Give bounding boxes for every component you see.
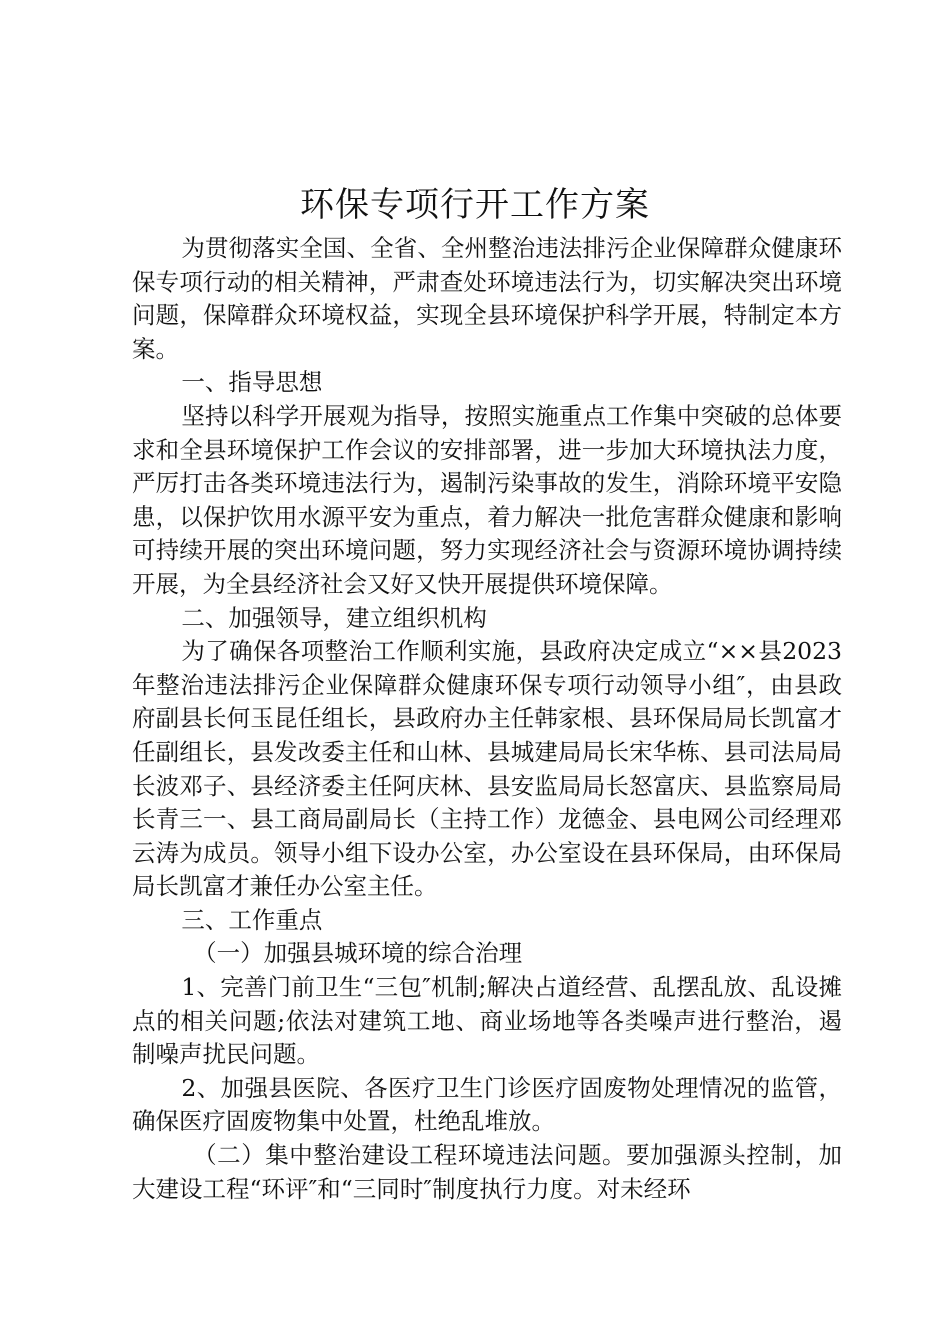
guiding-ideology-paragraph: 坚持以科学开展观为指导，按照实施重点工作集中突破的总体要求和全县环境保护工作会议的安排部署，进一步加大环境执法力度，严厉打击各类环境违法行为，遏制污染事故的发生，消除环境平安隐患，以保护饮用水源平安为重点，着力解决一批危害群众健康和影响可持续开展的突出环境问题，努力实现经济社会与资源环境协调持续开展，为全县经济社会又好又快开展提供环境保障。 [132, 401, 842, 598]
section-heading-guiding-ideology: 一、指导思想 [181, 368, 323, 397]
section-heading-leadership: 二、加强领导，建立组织机构 [181, 603, 487, 632]
leadership-paragraph: 为了确保各项整治工作顺利实施，县政府决定成立“××县2023年整治违法排污企业保障群众健康环保专项行动领导小组″，由县政府副县长何玉昆任组长，县政府办主任韩家根、县环保局局长凯富才任副组长，县发改委主任和山林、县城建局局长宋华栋、县司法局局长波邓子、县经济委主任阿庆林、县安监局局长怒富庆、县监察局局长青三一、县工商局副局长（主持工作）龙德金、县电网公司经理邓云涛为成员。领导小组下设办公室，办公室设在县环保局，由环保局局长凯富才兼任办公室主任。 [132, 637, 842, 901]
document-body [132, 232, 842, 1206]
subsection-heading-county-environment: （一）加强县城环境的综合治理 [193, 939, 523, 968]
intro-paragraph: 为贯彻落实全国、全省、全州整治违法排污企业保障群众健康环保专项行动的相关精神，严肃查处环境违法行为，切实解决突出环境问题，保障群众环境权益，实现全县环境保护科学开展，特制定本方案。 [132, 234, 842, 363]
document-title: 环保专项行开工作方案 [300, 185, 650, 225]
subsection-construction-paragraph: （二）集中整治建设工程环境违法问题。要加强源头控制，加大建设工程“环评″和“三同时″制度执行力度。对未经环 [132, 1141, 842, 1203]
item-1-paragraph: 1、完善门前卫生“三包″机制;解决占道经营、乱摆乱放、乱设摊点的相关问题;依法对建筑工地、商业场地等各类噪声进行整治，遏制噪声扰民问题。 [132, 973, 842, 1069]
item-2-paragraph: 2、加强县医院、各医疗卫生门诊医疗固废物处理情况的监管，确保医疗固废物集中处置，杜绝乱堆放。 [132, 1073, 842, 1136]
section-heading-work-focus: 三、工作重点 [181, 905, 323, 934]
